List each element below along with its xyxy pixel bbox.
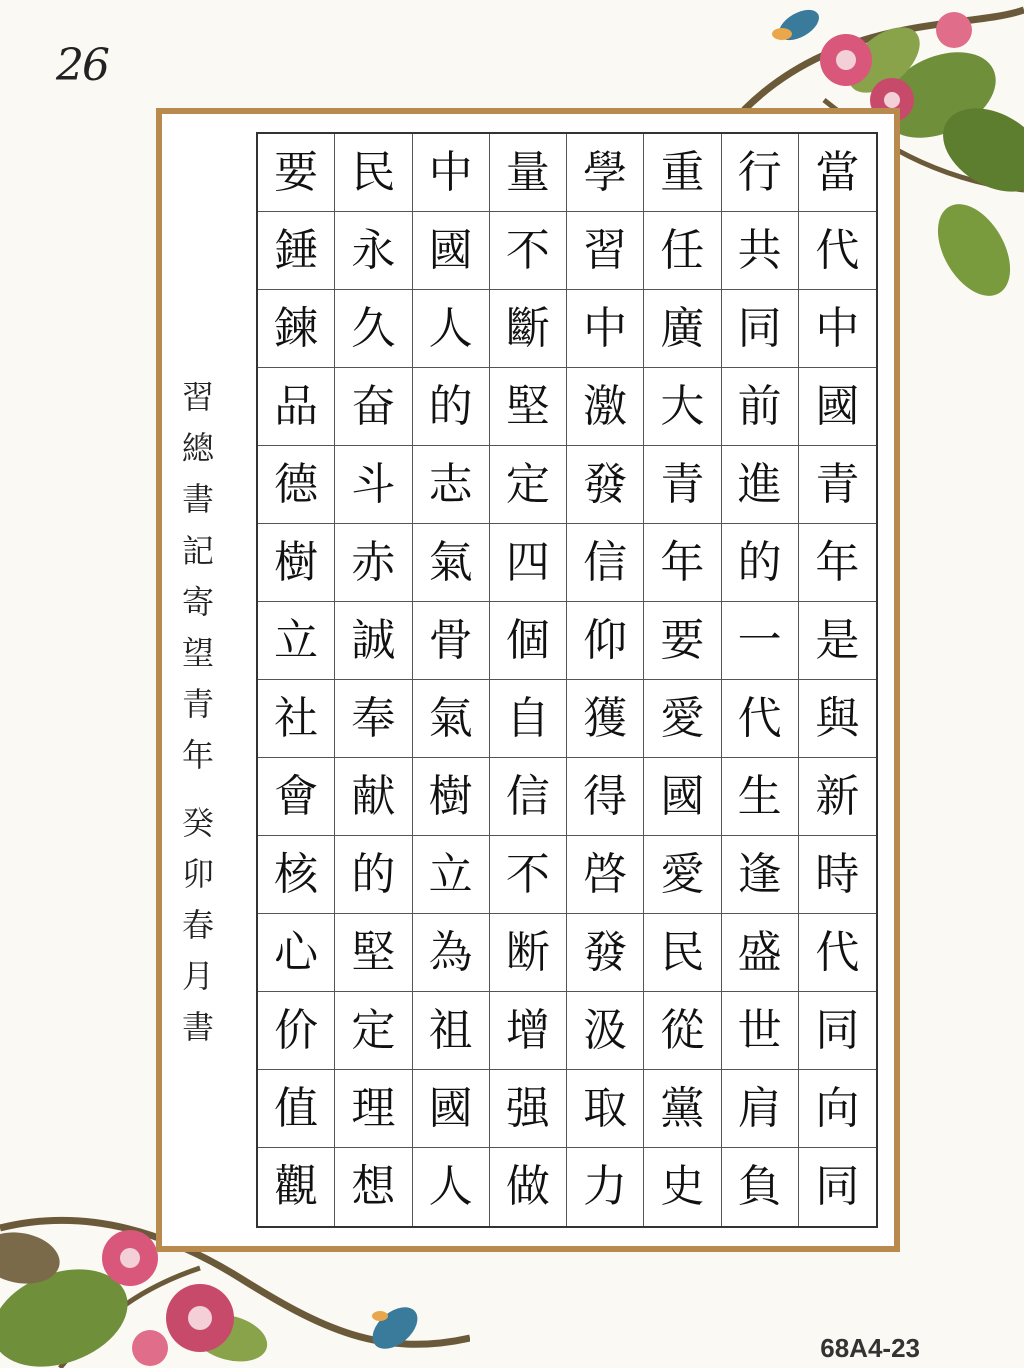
grid-character: 代 — [722, 680, 799, 758]
grid-character: 大 — [644, 368, 721, 446]
grid-character: 定 — [335, 992, 412, 1070]
grid-character: 鍊 — [258, 290, 335, 368]
grid-character: 做 — [490, 1148, 567, 1226]
grid-character: 品 — [258, 368, 335, 446]
grid-character: 肩 — [722, 1070, 799, 1148]
grid-character: 取 — [567, 1070, 644, 1148]
grid-character: 愛 — [644, 836, 721, 914]
grid-character: 進 — [722, 446, 799, 524]
grid-character: 從 — [644, 992, 721, 1070]
grid-character: 激 — [567, 368, 644, 446]
grid-character: 量 — [490, 134, 567, 212]
grid-character: 奋 — [335, 368, 412, 446]
grid-character: 史 — [644, 1148, 721, 1226]
signature-character: 寄 — [181, 582, 214, 621]
grid-character: 社 — [258, 680, 335, 758]
grid-character: 氣 — [413, 524, 490, 602]
grid-character: 共 — [722, 212, 799, 290]
signature-character: 月 — [181, 957, 214, 996]
grid-character: 負 — [722, 1148, 799, 1226]
grid-character: 强 — [490, 1070, 567, 1148]
grid-character: 獲 — [567, 680, 644, 758]
grid-character: 生 — [722, 758, 799, 836]
calligraphy-grid — [256, 132, 878, 1228]
grid-character: 為 — [413, 914, 490, 992]
grid-character: 久 — [335, 290, 412, 368]
grid-character: 學 — [567, 134, 644, 212]
signature-character: 習 — [181, 378, 214, 416]
grid-character: 國 — [799, 368, 876, 446]
grid-character: 世 — [722, 992, 799, 1070]
grid-character: 人 — [413, 290, 490, 368]
grid-character: 青 — [799, 446, 876, 524]
grid-character: 斷 — [490, 290, 567, 368]
grid-character: 代 — [799, 914, 876, 992]
grid-character: 廣 — [644, 290, 721, 368]
grid-character: 年 — [644, 524, 721, 602]
grid-character: 年 — [799, 524, 876, 602]
grid-character: 向 — [799, 1070, 876, 1148]
grid-character: 要 — [644, 602, 721, 680]
grid-character: 心 — [258, 914, 335, 992]
grid-character: 行 — [722, 134, 799, 212]
signature-character: 總 — [181, 429, 214, 468]
grid-character: 信 — [490, 758, 567, 836]
grid-character: 赤 — [335, 524, 412, 602]
grid-character: 當 — [799, 134, 876, 212]
grid-character: 重 — [644, 134, 721, 212]
grid-character: 民 — [644, 914, 721, 992]
grid-character: 代 — [799, 212, 876, 290]
grid-character: 同 — [815, 1161, 860, 1212]
grid-character: 不 — [490, 212, 567, 290]
grid-character: 得 — [567, 758, 644, 836]
signature-character: 書 — [181, 480, 214, 519]
grid-character: 中 — [413, 134, 490, 212]
grid-character: 同 — [799, 992, 876, 1070]
grid-character: 自 — [490, 680, 567, 758]
grid-character: 愛 — [644, 680, 721, 758]
grid-character: 逢 — [722, 836, 799, 914]
grid-character: 國 — [413, 1070, 490, 1148]
grid-character: 不 — [490, 836, 567, 914]
grid-character: 汲 — [567, 992, 644, 1070]
grid-character: 是 — [799, 602, 876, 680]
grid-character: 永 — [335, 212, 412, 290]
signature-character: 卯 — [181, 854, 214, 893]
grid-character: 國 — [413, 212, 490, 290]
grid-character: 增 — [490, 992, 567, 1070]
grid-character: 的 — [413, 368, 490, 446]
grid-character: 信 — [567, 524, 644, 602]
grid-character: 要 — [258, 134, 335, 212]
signature-character: 望 — [181, 633, 214, 672]
grid-character: 四 — [490, 524, 567, 602]
grid-character: 任 — [644, 212, 721, 290]
signature-character: 癸 — [181, 803, 214, 842]
grid-character: 中 — [799, 290, 876, 368]
grid-character: 中 — [567, 290, 644, 368]
signature-inscription — [176, 372, 220, 1053]
grid-character: 樹 — [258, 524, 335, 602]
grid-character: 錘 — [258, 212, 335, 290]
grid-character: 新 — [799, 758, 876, 836]
grid-character: 的 — [722, 524, 799, 602]
signature-character: 青 — [181, 685, 214, 724]
grid-character: 想 — [335, 1148, 412, 1226]
grid-character: 人 — [413, 1148, 490, 1226]
grid-character: 核 — [258, 836, 335, 914]
grid-character: 同 — [722, 290, 799, 368]
grid-character: 奉 — [335, 680, 412, 758]
grid-character: 斗 — [335, 446, 412, 524]
grid-character: 國 — [644, 758, 721, 836]
grid-character: 前 — [722, 368, 799, 446]
grid-character: 堅 — [335, 914, 412, 992]
grid-character: 德 — [258, 446, 335, 524]
grid-character: 力 — [567, 1148, 644, 1226]
grid-character: 定 — [490, 446, 567, 524]
grid-character: 會 — [258, 758, 335, 836]
grid-character: 習 — [567, 212, 644, 290]
grid-character: 觀 — [258, 1148, 335, 1226]
grid-character: 黨 — [644, 1070, 721, 1148]
grid-character: 献 — [335, 758, 412, 836]
grid-character: 值 — [258, 1070, 335, 1148]
page-number: 26 — [56, 40, 108, 91]
grid-character: 仰 — [567, 602, 644, 680]
grid-character: 發 — [567, 914, 644, 992]
grid-character: 氣 — [413, 680, 490, 758]
grid-character: 誠 — [335, 602, 412, 680]
grid-character: 樹 — [413, 758, 490, 836]
grid-character: 的 — [335, 836, 412, 914]
grid-character: 立 — [258, 602, 335, 680]
grid-character: 价 — [258, 992, 335, 1070]
grid-character: 理 — [335, 1070, 412, 1148]
signature-character: 年 — [181, 736, 214, 775]
signature-character: 書 — [181, 1008, 214, 1047]
grid-character: 啓 — [567, 836, 644, 914]
grid-character: 青 — [644, 446, 721, 524]
grid-character: 個 — [490, 602, 567, 680]
grid-character: 時 — [799, 836, 876, 914]
grid-character: 一 — [722, 602, 799, 680]
grid-character: 民 — [335, 134, 412, 212]
grid-character: 立 — [413, 836, 490, 914]
page-code: 68A4-23 — [820, 1333, 920, 1363]
grid-character: 骨 — [413, 602, 490, 680]
grid-character: 堅 — [490, 368, 567, 446]
grid-character: 與 — [799, 680, 876, 758]
grid-character: 發 — [567, 446, 644, 524]
grid-character: 断 — [490, 914, 567, 992]
grid-character: 祖 — [413, 992, 490, 1070]
signature-character: 春 — [181, 905, 214, 944]
grid-character: 盛 — [722, 914, 799, 992]
grid-character: 志 — [413, 446, 490, 524]
signature-character: 記 — [181, 531, 214, 570]
